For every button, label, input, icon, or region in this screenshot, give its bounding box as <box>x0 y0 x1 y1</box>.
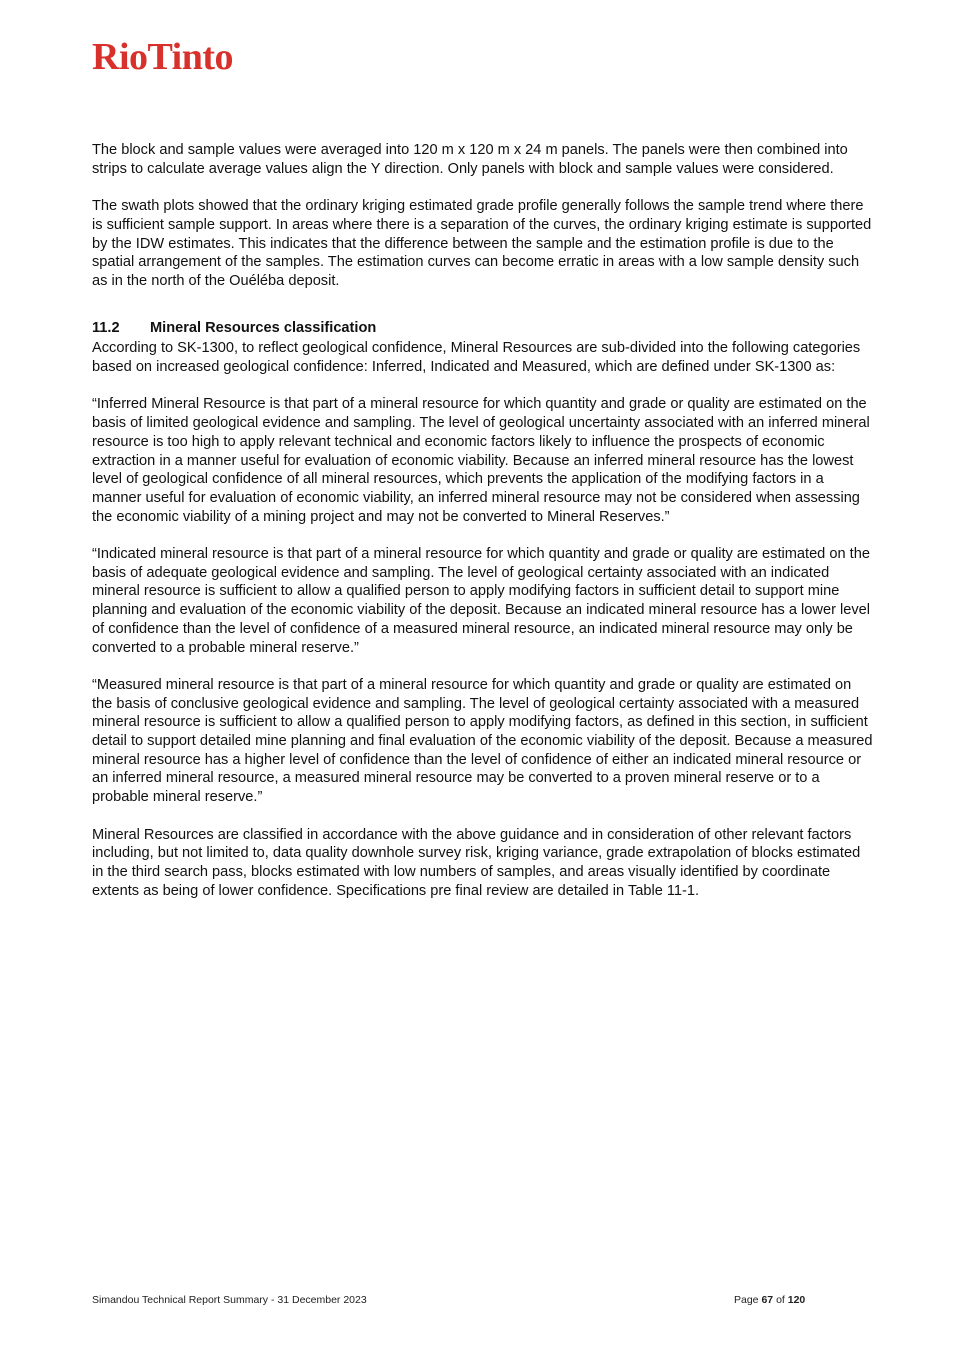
paragraph-classification-summary: Mineral Resources are classified in accordance with the above guidance and in consideration of other relevant factors including, but not limited to, data quality downhole survey risk, kriging variance, grade extrapolation of blocks estimated in the third search pass, blocks estimated with low numbers of samples, and areas visually identified by coordinate extents as being of lower confidence. Specifications pre final review are detailed in Table 11-1. <box>92 826 861 899</box>
current-page: 67 <box>761 1294 774 1306</box>
paragraph-swath-plots: The swath plots showed that the ordinary kriging estimated grade profile generally follows the sample trend where there is sufficient sample support. In areas where there is a separation of the curves, the ordinary kriging estimate is supported by the IDW estimates. This indicates that the difference between the sample and the estimation profile is due to the spatial arrangement of the samples. The estimation curves can become erratic in areas with a low sample density such as in the north of the Ouéléba deposit. <box>92 198 872 289</box>
footer-page-number <box>734 1294 805 1306</box>
total-pages: 120 <box>787 1294 806 1306</box>
section-number: 11.2 <box>92 319 120 336</box>
paragraph-indicated-definition: “Indicated mineral resource is that part of a mineral resource for which quantity and grade or quality are estimated on the basis of adequate geological evidence and sampling. The level of geological certainty associated with an indicated mineral resource is sufficient to allow a qualified person to apply modifying factors in sufficient detail to support mine planning and evaluation of the economic viability of the deposit. Because an indicated mineral resource has a lower level of confidence than the level of confidence of a measured mineral resource, an indicated mineral resource may only be converted to a probable mineral reserve.” <box>92 546 870 656</box>
section-heading <box>92 319 874 338</box>
paragraph-inferred-definition: “Inferred Mineral Resource is that part of a mineral resource for which quantity and grade or quality are estimated on the basis of limited geological evidence and sampling. The level of geological uncertainty associated with an inferred mineral resource is too high to apply relevant technical and economic factors likely to influence the prospects of economic extraction in a manner useful for evaluation of economic viability. Because an inferred mineral resource has the lowest level of geological confidence of all mineral resources, which prevents the application of the modifying factors in a manner useful for evaluation of economic viability, an inferred mineral resource may not be considered when assessing the economic viability of a mining project and may not be converted to Mineral Reserves.” <box>92 396 870 525</box>
paragraph-measured-definition: “Measured mineral resource is that part of a mineral resource for which quantity and grade or quality are estimated on the basis of conclusive geological evidence and sampling. The level of geological certainty associated with a measured mineral resource is sufficient to allow a qualified person to apply modifying factors, as defined in this section, in sufficient detail to support detailed mine planning and final evaluation of the economic viability of the deposit. Because a measured mineral resource has a higher level of confidence than the level of confidence of either an indicated mineral resource or an inferred mineral resource, a measured mineral resource may be converted to a proven mineral reserve or to a probable mineral reserve.” <box>92 676 873 806</box>
footer-document-title: Simandou Technical Report Summary - 31 December 2023 <box>92 1294 367 1306</box>
paragraph-sk1300-intro: According to SK-1300, to reflect geological confidence, Mineral Resources are sub-divided into the following categories based on increased geological confidence: Inferred, Indicated and Measured, which are defined under SK-1300 as: <box>92 340 861 376</box>
rio-tinto-logo: RioTinto <box>92 36 234 78</box>
page-label: Page <box>734 1294 759 1306</box>
paragraph-panels: The block and sample values were averaged into 120 m x 120 m x 24 m panels. The panels were then combined into strips to calculate average values align the Y direction. Only panels with block and sample values were considered. <box>92 142 848 177</box>
of-label: of <box>776 1294 785 1306</box>
page-content <box>92 141 874 919</box>
section-title: Mineral Resources classification <box>150 319 377 336</box>
